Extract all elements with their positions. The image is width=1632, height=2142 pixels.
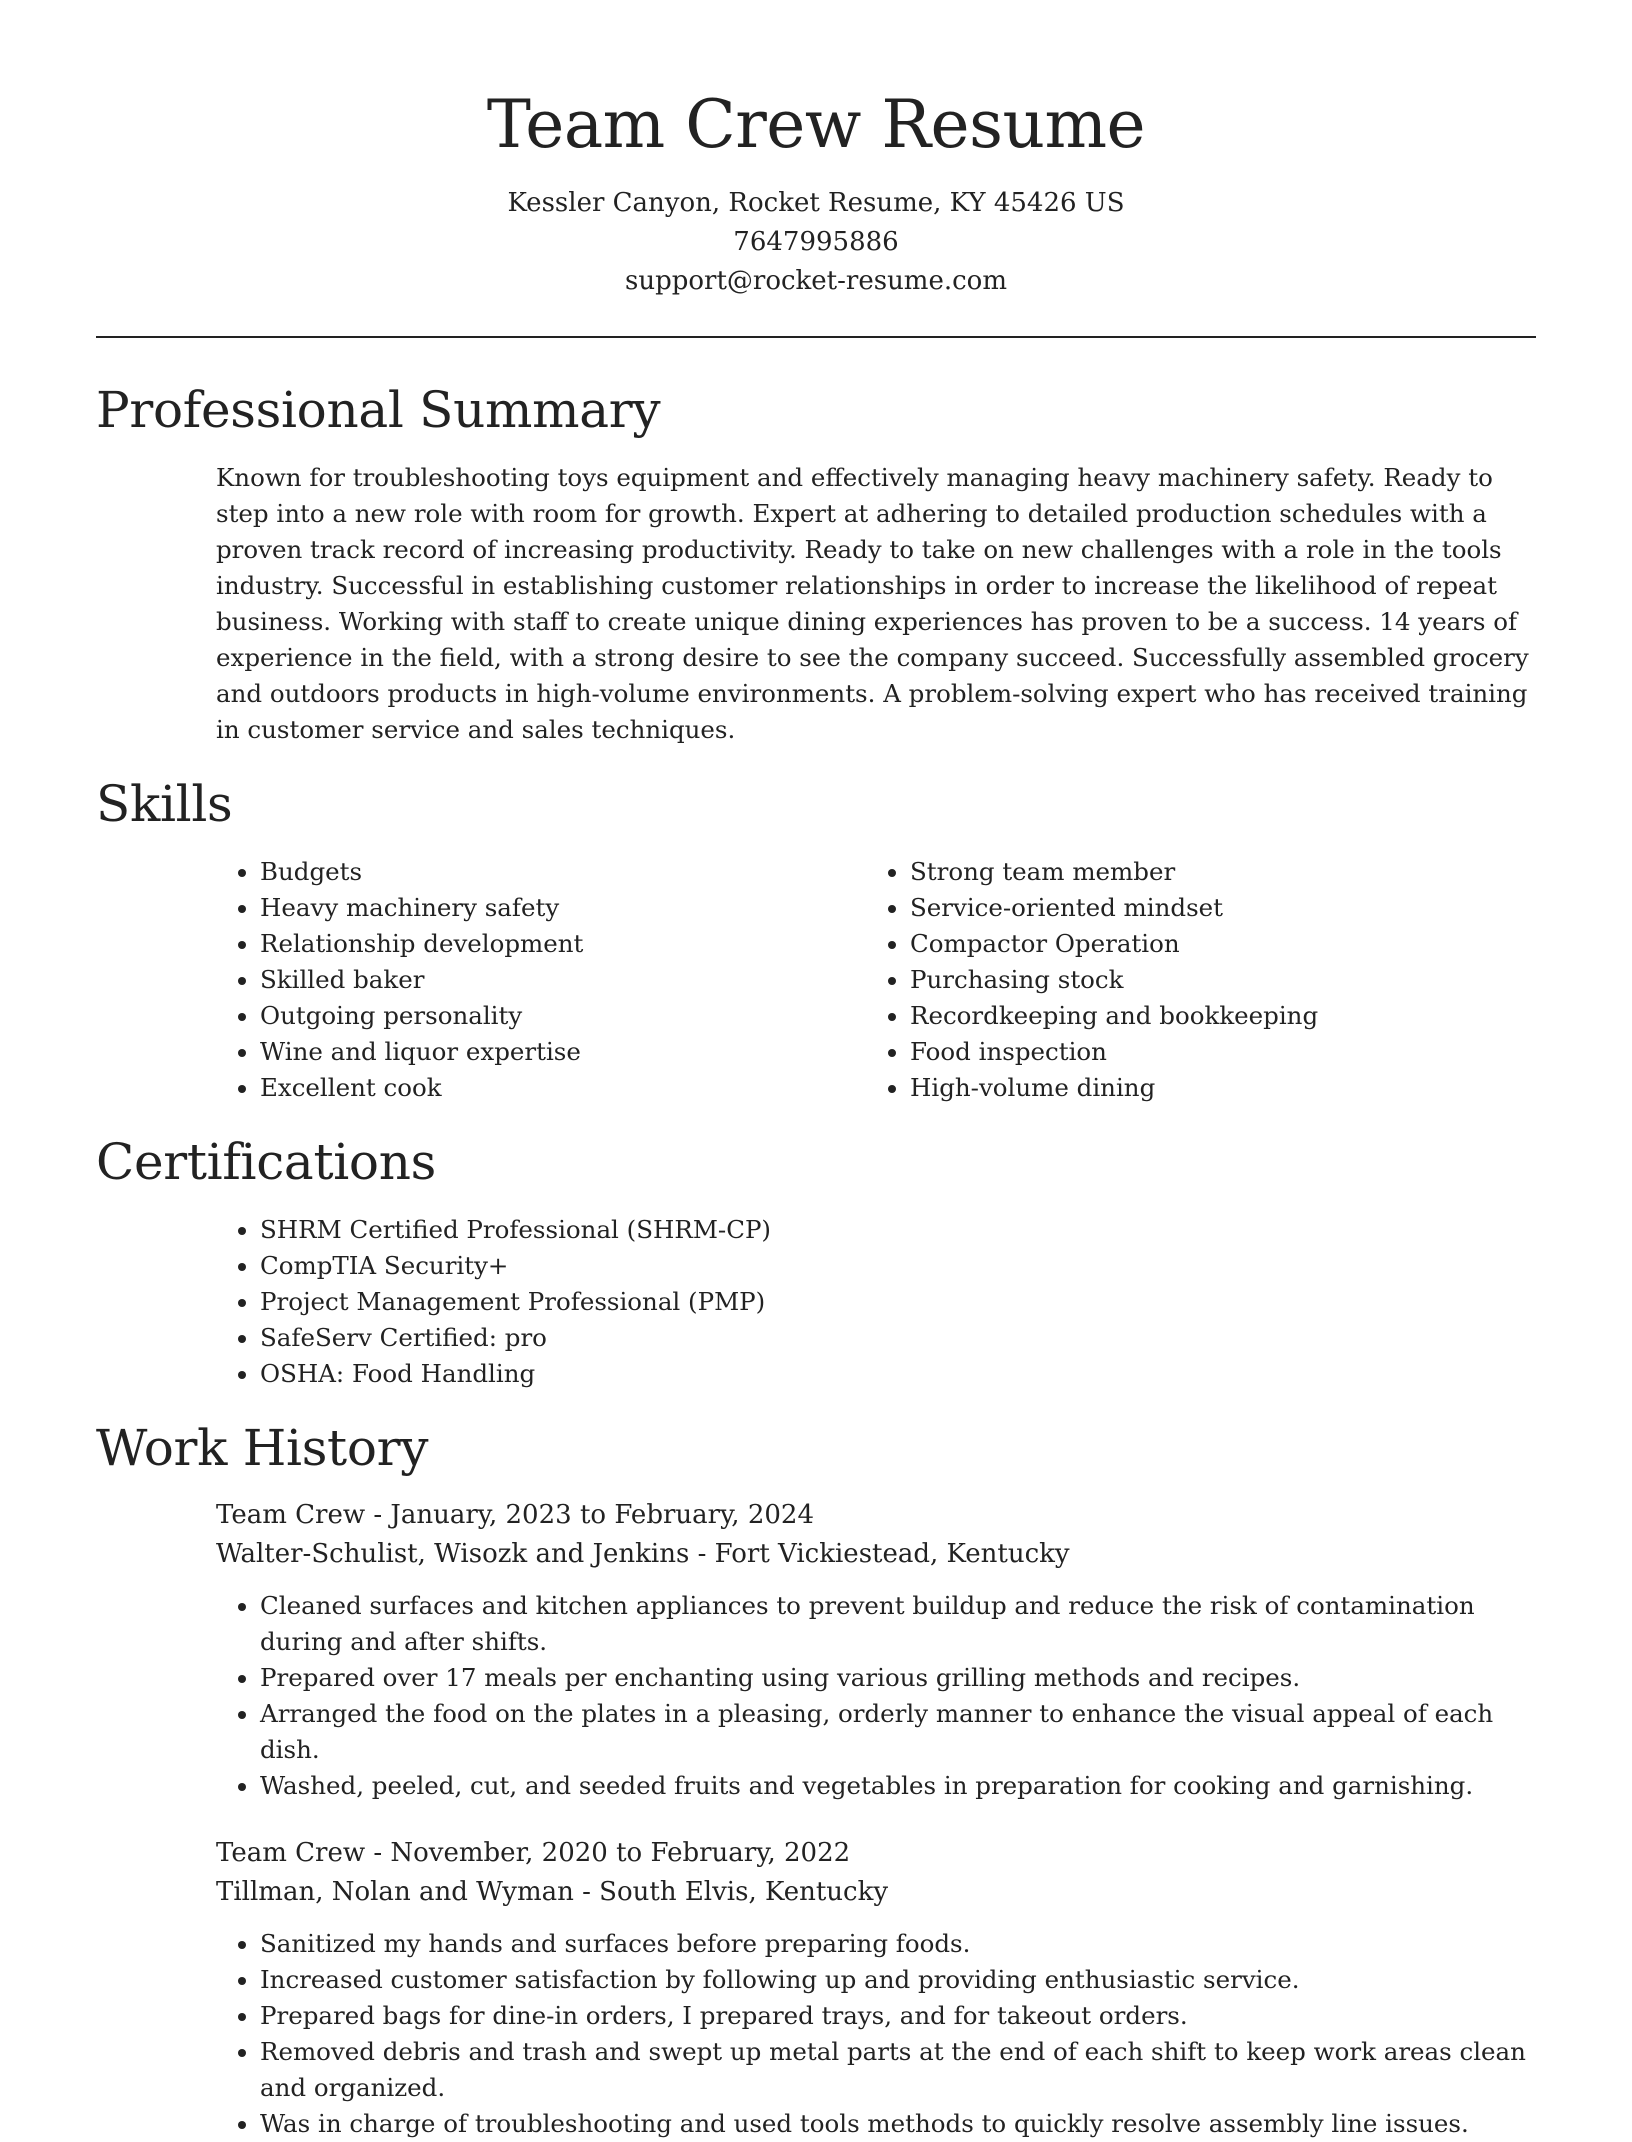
job-bullet: • Increased customer satisfaction by following up and providing enthusiastic service. [260,1962,1536,1998]
skills-grid [216,854,1536,1106]
skill-item: • Wine and liquor expertise [260,1034,866,1070]
job-bullet: • Prepared over 17 meals per enchanting using various grilling methods and recipes. [260,1660,1536,1696]
job-bullets [216,1926,1536,2142]
skill-item: • Recordkeeping and bookkeeping [910,998,1516,1034]
skill-item: • Budgets [260,854,866,890]
skill-item: • Service-oriented mindset [910,890,1516,926]
skill-item: • Skilled baker [260,962,866,998]
skills-column-left [216,854,866,1106]
skills-heading: Skills [96,775,233,833]
job-location: - South Elvis, Kentucky [573,1877,889,1907]
job-bullet: • Cleaned surfaces and kitchen appliances to prevent buildup and reduce the risk of contamination during and after shifts. [260,1588,1536,1660]
skill-item: • High-volume dining [910,1070,1516,1106]
certification-item: • OSHA: Food Handling [260,1356,1536,1392]
header-divider [96,336,1536,338]
skills-list-right [866,854,1516,1106]
contact-address: Kessler Canyon, Rocket Resume, KY 45426 US [507,188,1125,218]
skills-column-right [866,854,1516,1106]
job-bullet: • Removed debris and trash and swept up metal parts at the end of each shift to keep work areas clean and organized. [260,2034,1536,2106]
resume-header [96,0,1536,301]
job-company-line [216,1873,1536,1912]
certification-item: • Project Management Professional (PMP) [260,1284,1536,1320]
work-history-section [96,1418,1536,2142]
certifications-body [216,1212,1536,1392]
summary-body [216,460,1536,748]
work-history-body [216,1496,1536,2142]
job-title-line [216,1834,1536,1873]
certification-item: • SafeServ Certified: pro [260,1320,1536,1356]
job-dates: - January, 2023 to February, 2024 [365,1500,814,1530]
summary-section [96,380,1536,748]
skill-item: • Purchasing stock [910,962,1516,998]
skills-list-left [216,854,866,1106]
job-bullets [216,1588,1536,1804]
skill-item: • Relationship development [260,926,866,962]
skill-item: • Strong team member [910,854,1516,890]
job-title-line [216,1496,1536,1535]
skill-item: • Food inspection [910,1034,1516,1070]
job-bullet: • Sanitized my hands and surfaces before preparing foods. [260,1926,1536,1962]
job-company-line [216,1535,1536,1574]
certifications-section [96,1132,1536,1392]
certifications-list [216,1212,1536,1392]
resume-page [96,0,1536,2142]
certification-item: • SHRM Certified Professional (SHRM-CP) [260,1212,1536,1248]
job-bullet: • Washed, peeled, cut, and seeded fruits and vegetables in preparation for cooking and garnishing. [260,1768,1536,1804]
contact-phone: 7647995886 [733,227,899,257]
job-bullet: • Was in charge of troubleshooting and used tools methods to quickly resolve assembly line issues. [260,2106,1536,2142]
job-location: - Fort Vickiestead, Kentucky [689,1539,1070,1569]
job-dates: - November, 2020 to February, 2022 [365,1838,851,1868]
job-entry [216,1496,1536,1804]
job-company: Tillman, Nolan and Wyman [216,1877,574,1907]
job-bullet: • Prepared bags for dine-in orders, I prepared trays, and for takeout orders. [260,1998,1536,2034]
job-company: Walter-Schulist, Wisozk and Jenkins [216,1539,690,1569]
summary-heading: Professional Summary [96,381,661,439]
job-role: Team Crew [216,1838,366,1868]
skill-item: • Outgoing personality [260,998,866,1034]
skill-item: • Excellent cook [260,1070,866,1106]
work-history-heading: Work History [96,1419,429,1477]
job-entry [216,1834,1536,2142]
certification-item: • CompTIA Security+ [260,1248,1536,1284]
job-role: Team Crew [216,1500,366,1530]
skill-item: • Compactor Operation [910,926,1516,962]
resume-name: Team Crew Resume [486,86,1146,163]
contact-email: support@rocket-resume.com [624,266,1007,296]
skills-section [96,774,1536,1106]
job-bullet: • Arranged the food on the plates in a pleasing, orderly manner to enhance the visual appeal of each dish. [260,1696,1536,1768]
certifications-heading: Certifications [96,1133,436,1191]
summary-text: Known for troubleshooting toys equipment and effectively managing heavy machinery safety. Ready to step into a new role with room for growth. Expert at adhering to detailed production schedules with a proven track record of increasing productivity. Ready to take on new challenges with a role in the tools industry. Successful in establishing customer relationships in order to increase the likelihood of repeat business. Working with staff to create unique dining experiences has proven to be a success. 14 years of experience in the field, with a strong desire to see the company succeed. Successfully assembled grocery and outdoors products in high-volume environments. A problem-solving expert who has received training in customer service and sales techniques. [216,463,1529,744]
skill-item: • Heavy machinery safety [260,890,866,926]
